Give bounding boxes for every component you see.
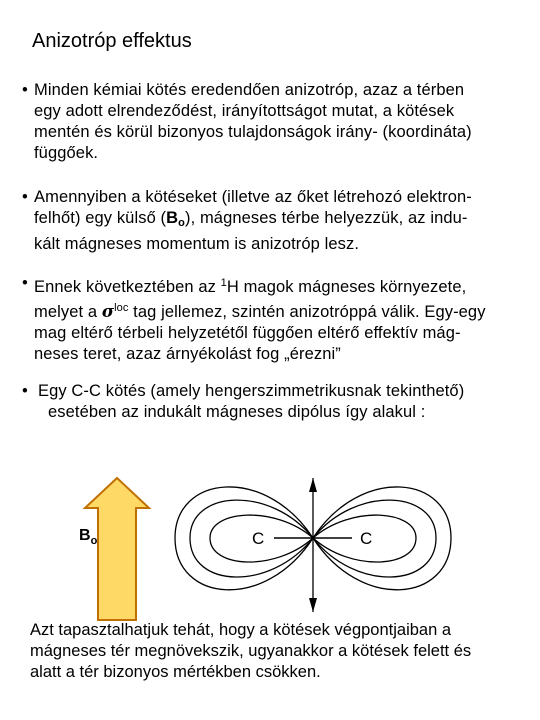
carbon-right: C bbox=[360, 529, 373, 548]
bullet-line: mag eltérő térbeli helyzetétől függően eltérő effektív mág- bbox=[34, 324, 461, 342]
slide-title: Anizotróp effektus bbox=[32, 30, 192, 52]
b0-symbol: B bbox=[166, 209, 179, 227]
conclusion-line: mágneses tér megnövekszik, ugyanakkor a kötések felett és bbox=[30, 642, 472, 660]
bullet-marker: • bbox=[22, 81, 28, 99]
dipole-figure bbox=[0, 470, 540, 630]
bullet-line: Amennyiben a kötéseket (illetve az őket létrehozó elektron- bbox=[34, 188, 472, 206]
field-arrow-icon bbox=[85, 478, 149, 620]
isotope-superscript: 1 bbox=[220, 277, 227, 289]
bullet-line: esetében az indukált mágneses dipólus így alakul : bbox=[48, 403, 426, 421]
bullet-line: egy adott elrendeződést, irányítottságot mutat, a kötések bbox=[34, 102, 455, 120]
bullet-shielding bbox=[22, 273, 532, 365]
bullet-marker: • bbox=[22, 382, 28, 400]
sigma-symbol: σ bbox=[101, 302, 115, 321]
bullet-line: mentén és körül bizonyos tulajdonságok irány- (koordináta) bbox=[34, 123, 472, 141]
axis-arrow-up-icon bbox=[309, 478, 317, 492]
sigma-superscript: loc bbox=[114, 302, 129, 314]
b0-subscript: o bbox=[178, 217, 185, 229]
carbon-left: C bbox=[252, 529, 265, 548]
conclusion-line: Azt tapasztalhatjuk tehát, hogy a kötések végpontjaiban a bbox=[30, 621, 452, 639]
bullet-line: felhőt) egy külső $(B_o)$, mágneses térbe helyezzük, az indu- bbox=[34, 209, 468, 229]
bullet-line: kált mágneses momentum is anizotróp lesz. bbox=[34, 235, 360, 253]
bullet-marker: • bbox=[22, 188, 28, 206]
bullet-line: Minden kémiai kötés eredendően anizotróp, azaz a térben bbox=[34, 81, 465, 99]
conclusion-text bbox=[30, 620, 530, 683]
bullet-magnetic-field bbox=[22, 187, 532, 255]
conclusion-line: alatt a tér bizonyos mértékben csökken. bbox=[30, 663, 321, 681]
bullet-anisotropy bbox=[22, 80, 532, 164]
bullet-cc-bond bbox=[22, 381, 532, 423]
bullet-line: függőek. bbox=[34, 144, 99, 162]
bullet-line: melyet a $\sigma^{loc}$ tag jellemez, szintén anizotróppá válik. Egy-egy bbox=[34, 302, 486, 321]
bullet-marker: • bbox=[22, 274, 28, 292]
bullet-line: neses teret, azaz árnyékolást fog „érezni” bbox=[34, 345, 341, 363]
axis-arrow-down-icon bbox=[309, 598, 317, 612]
bullet-line: Egy C-C kötés (amely hengerszimmetrikusnak tekinthető) bbox=[38, 382, 465, 400]
field-lines bbox=[175, 478, 451, 612]
bullet-line: Ennek következtében az $^1$H magok mágneses környezete, bbox=[34, 277, 467, 296]
b0-label: $B_o$ bbox=[79, 527, 98, 547]
